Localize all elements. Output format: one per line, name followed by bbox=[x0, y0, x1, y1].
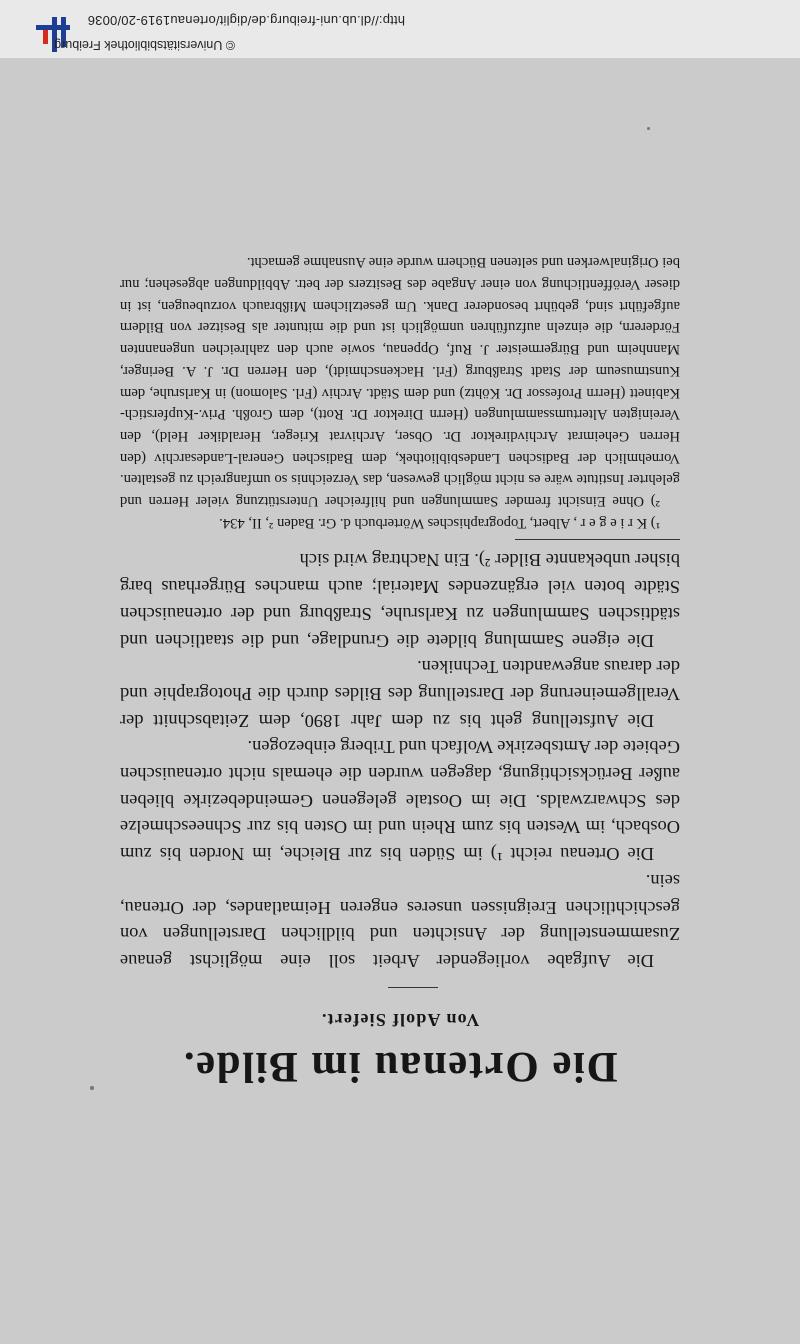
paragraph-3: Die Aufstellung geht bis zu dem Jahr 1890, dem Zeitabschnitt der Verallgemeinerung der Darstellung des Bildes durch die Photographie und der daraus angewandten Techniken. bbox=[120, 657, 680, 731]
footnote-1: ¹) K r i e g e r , Albert, Topographisches Wörterbuch d. Gr. Baden ², II, 434. bbox=[219, 514, 660, 531]
footnote-divider bbox=[515, 539, 680, 540]
body-text bbox=[120, 251, 680, 974]
paragraph-2: Die Ortenau reicht ¹) im Süden bis zur Bleiche, im Norden bis zum Oosbach, im Westen bis zum Rhein und im Osten bis zur Schneeschmelze des Schwarzwalds. Die im Oostale gelegenen Gemeindebezirke blieben außer Berücksichtigung, dagegen wurden die ehemals nicht ortenauischen Gebiete der Amtsbezirke Wolfach und Triberg einbezogen. bbox=[120, 737, 680, 865]
page-author: Von Adolf Siefert. bbox=[320, 1010, 480, 1030]
page-title: Die Ortenau im Bilde. bbox=[182, 1043, 618, 1090]
title-divider bbox=[388, 987, 438, 988]
document-permalink[interactable]: http://dl.ub.uni-freiburg.de/diglit/ortenau1919-20/0036 bbox=[87, 13, 405, 28]
footnote-2: ²) Ohne Einsicht fremder Sammlungen und hilfreicher Unterstützung vieler Herren und gelehrter Institute wäre es nicht möglich gewesen, das Verzeichnis so umfangreich zu gestalten. Vornehmlich der Badischen Landesbibliothek, dem Badischen General-Landesarchiv (den Herren Geheimrat Archivdirektor Dr. Obser, Archivrat Krieger, Heraldiker Held), den Vereinigten Altertumssammlungen (Herrn Direktor Dr. Rott), dem Großh. Priv.-Kupferstich-Kabinett (Herrn Professor Dr. Köhtz) und dem Städt. Archiv (Frl. Salomon) in Karlsruhe, dem Kunstmuseum der Stadt Straßburg (Frl. Hackenschmidt), den Herren Dr. J. A. Beringer, Mannheim und Bürgermeister J. Ruf, Oppenau, sowie auch den zahlreichen ungenannten Förderern, die einzeln aufzuführen unmöglich ist und die mitunter als Besitzer von Bildern aufgeführt sind, gebührt besonderer Dank. Um gesetzlichem Mißbrauch vorzubeugen, ist in dieser Veröffentlichung von einer Angabe des Besitzers der betr. Abbildungen abgesehen; nur bei Originalwerken und seltenen Büchern wurde eine Ausnahme gemacht. bbox=[120, 254, 680, 510]
scan-speck bbox=[647, 127, 650, 130]
scan-speck bbox=[90, 1086, 94, 1090]
copyright-notice: © Universitätsbibliothek Freiburg bbox=[54, 38, 235, 52]
scanned-page bbox=[0, 58, 800, 1344]
paragraph-4: Die eigene Sammlung bildete die Grundlage, und die staatlichen und städtischen Sammlungen zu Karlsruhe, Straßburg und der ortenauischen Städte boten viel ergänzendes Material; auch manches Bürgerhaus barg bisher unbekannte Bilder ²). Ein Nachtrag wird sich bbox=[120, 550, 680, 651]
paragraph-1: Die Aufgabe vorliegender Arbeit soll eine möglichst genaue Zusammenstellung der Ansichten und bildlichen Darstellungen von geschichtlichen Ereignissen unseres engeren Heimatlandes, der Ortenau, sein. bbox=[120, 870, 680, 971]
library-header-bar bbox=[0, 0, 800, 58]
